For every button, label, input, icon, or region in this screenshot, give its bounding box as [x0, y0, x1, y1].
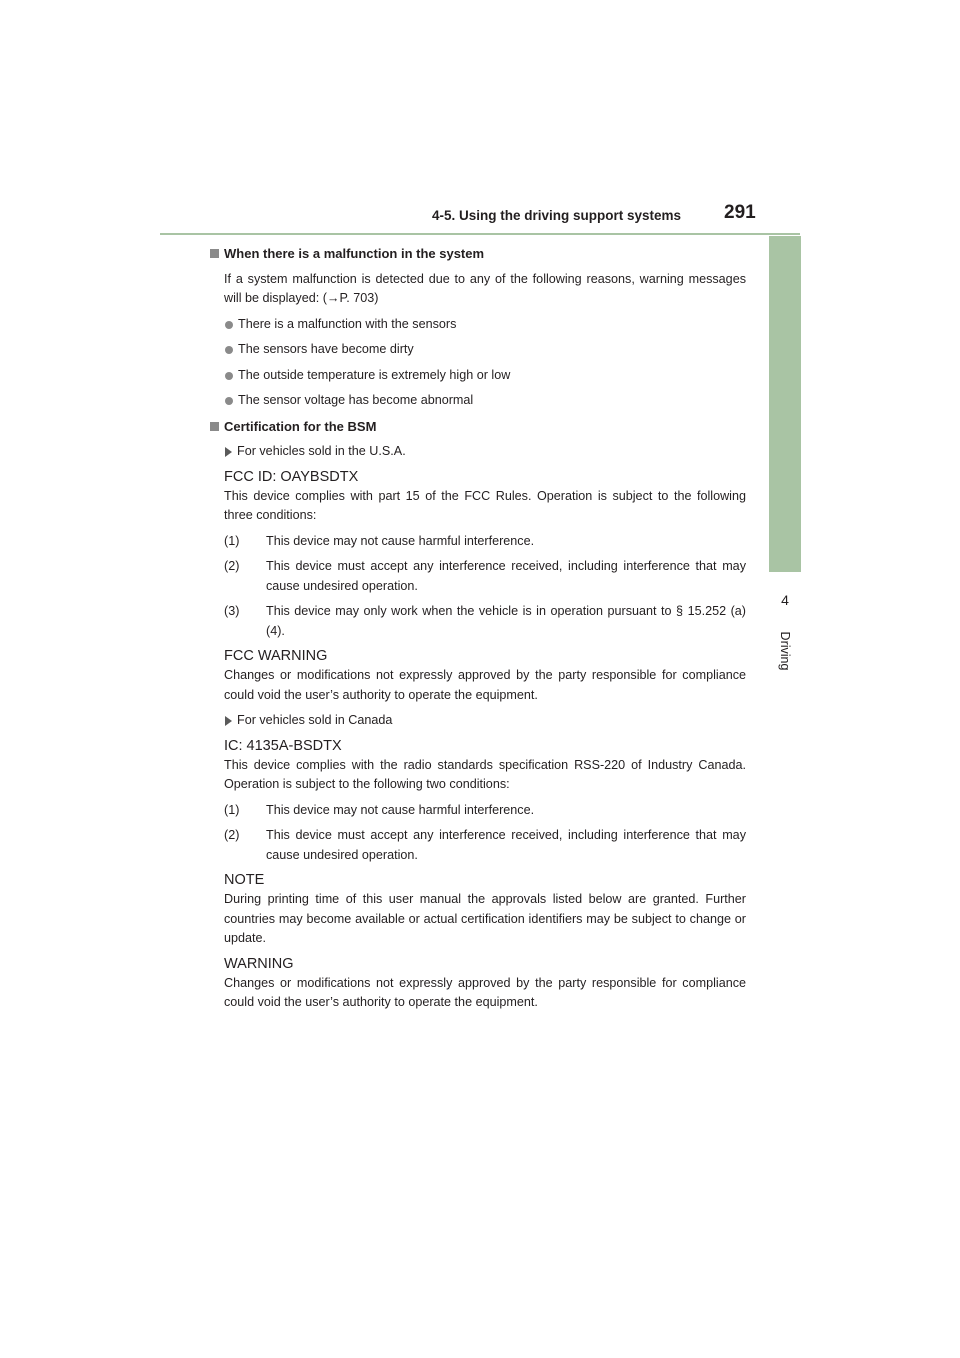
numbered-item [224, 602, 746, 641]
paragraph: During printing time of this user manual the approvals listed below are granted. Further countries may become available or actual certification identifiers may be subject to change or update. [224, 892, 746, 945]
list-item [224, 366, 746, 386]
list-item-text: There is a malfunction with the sensors [238, 316, 457, 331]
note-title: NOTE [224, 872, 265, 888]
page-number: 291 [724, 202, 756, 223]
item-text: This device may not cause harmful interference. [266, 802, 535, 817]
ic-id: IC: 4135A-BSDTX [224, 737, 342, 754]
fcc-warning-title: FCC WARNING [224, 648, 328, 664]
chapter-tab-label: Driving [778, 631, 792, 671]
item-number: (1) [224, 533, 240, 548]
subheading-text: For vehicles sold in Canada [237, 713, 393, 727]
page-content [210, 244, 746, 1019]
fcc-id: FCC ID: OAYBSDTX [224, 468, 359, 485]
paragraph: This device complies with part 15 of the FCC Rules. Operation is subject to the following three conditions: [224, 488, 746, 522]
list-item-text: The sensors have become dirty [238, 342, 414, 356]
paragraph: Changes or modifications not expressly approved by the party responsible for compliance could void the user’s authority to operate the equipment. [224, 975, 746, 1009]
paragraph: This device complies with the radio standards specification RSS-220 of Industry Canada. Operation is subject to the following two conditions: [224, 757, 746, 791]
circle-bullet-icon [225, 346, 233, 354]
circle-bullet-icon [225, 321, 233, 329]
chapter-tab-number: 4 [781, 592, 789, 608]
header-section-title: 4-5. Using the driving support systems [432, 208, 682, 223]
list-item [224, 315, 746, 335]
square-bullet-icon [210, 249, 219, 258]
item-text: This device must accept any interference received, including interference that may cause undesired operation. [266, 828, 746, 862]
numbered-item [224, 826, 746, 865]
list-item [224, 340, 746, 360]
list-item [224, 391, 746, 411]
numbered-item [224, 801, 746, 821]
triangle-pointer-icon [225, 447, 232, 457]
subheading-text: For vehicles sold in the U.S.A. [237, 444, 406, 458]
paragraph: If a system malfunction is detected due to any of the following reasons, warning messages will be displayed: (→P. 703) [224, 271, 746, 305]
section-heading-text: When there is a malfunction in the system [224, 246, 485, 261]
item-text: This device must accept any interference received, including interference that may cause undesired operation. [266, 559, 746, 593]
item-text: This device may not cause harmful interference. [266, 533, 535, 548]
item-number: (3) [224, 604, 240, 618]
numbered-item [224, 532, 746, 552]
triangle-pointer-icon [225, 716, 232, 726]
section-heading-malfunction [210, 244, 746, 264]
subheading-usa [224, 442, 746, 462]
square-bullet-icon [210, 422, 219, 431]
section-heading-certification [210, 417, 746, 437]
circle-bullet-icon [225, 397, 233, 405]
list-item-text: The outside temperature is extremely high or low [238, 367, 511, 382]
chapter-tab [769, 236, 801, 572]
warning-title: WARNING [224, 955, 294, 972]
list-item-text: The sensor voltage has become abnormal [238, 393, 474, 407]
paragraph: Changes or modifications not expressly approved by the party responsible for compliance could void the user’s authority to operate the equipment. [224, 668, 746, 702]
item-number: (2) [224, 559, 240, 573]
item-text: This device may only work when the vehicle is in operation pursuant to § 15.252 (a) (4). [266, 604, 746, 638]
numbered-item [224, 557, 746, 596]
section-heading-text: Certification for the BSM [224, 418, 377, 434]
item-number: (1) [224, 802, 240, 817]
header-divider [160, 233, 800, 235]
circle-bullet-icon [225, 372, 233, 380]
subheading-canada [224, 711, 746, 731]
item-number: (2) [224, 828, 240, 842]
